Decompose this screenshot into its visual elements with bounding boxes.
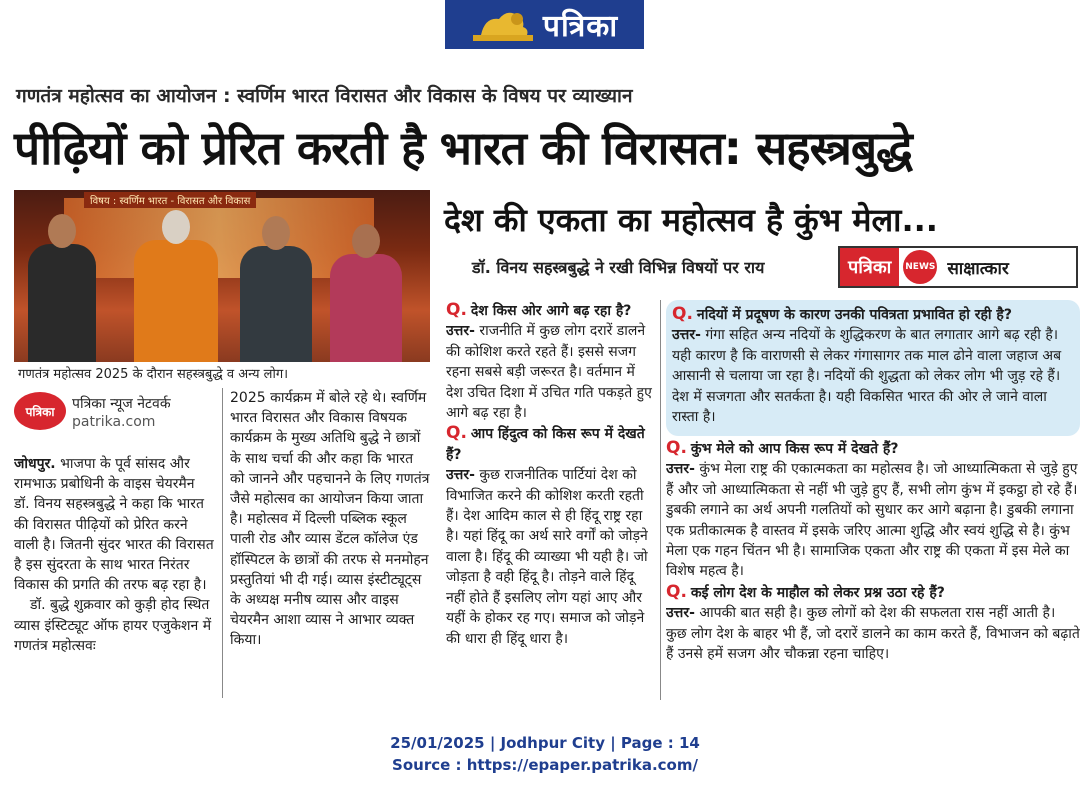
- photo-banner-text: विषय : स्वर्णिम भारत - विरासत और विकास: [84, 192, 256, 208]
- article-text: 2025 कार्यक्रम में बोले रहे थे। स्वर्णिम भारत विरासत और विकास विषयक कार्यक्रम के मुख्य अतिथि बुद्धे ने छात्रों के साथ चर्चा की और कहा कि भारत को जानने और पहचानने के लिए गणतंत्र जैसे महोत्सव का आयोजन किया जाता है। महोत्सव में दिल्ली पब्लिक स्कूल पाली रोड और व्यास डेंटल कॉलेज एंड हॉस्पिटल के छात्रों की तरफ से मनमोहन प्रस्तुतियां भी दी गई। व्यास इंस्टीट्यूट्स के अध्यक्ष मनीष व्यास और वाइस चेयरमैन आशा व्यास ने आभार व्यक्त किया।: [230, 390, 430, 649]
- lion-emblem-icon: [471, 5, 535, 45]
- microphone-icon: NEWS: [903, 250, 937, 284]
- column-divider: [660, 300, 661, 700]
- article-column-1: [14, 454, 214, 706]
- q-marker: Q.: [666, 438, 687, 458]
- interview-tag: [838, 246, 1078, 288]
- byline: [14, 388, 214, 436]
- event-photo: [14, 190, 430, 362]
- newspaper-clipping: [12, 68, 1090, 708]
- qa-column-1: [446, 300, 656, 704]
- answer: उत्तर- राजनीति में कुछ लोग दरारें डालने की कोशिश करते रहते हैं। इससे सजग रहना सबसे बड़ी जरूरत है। वर्तमान में देश उचित दिशा में उचित गति पकड़ते हुए आगे बढ़ रहा है।: [446, 323, 652, 422]
- photo-person: [240, 246, 312, 362]
- interview-deck: डॉ. विनय सहस्त्रबुद्धे ने रखी विभिन्न विषयों पर राय: [472, 258, 765, 277]
- article-text: भाजपा के पूर्व सांसद और रामभाऊ प्रबोधिनी के वाइस चेयरमैन डॉ. विनय सहस्त्रबुद्धे ने कहा कि भारत की विरासत पीढ़ियों को प्रेरित करने वाली है। जितनी सुंदर भारत की विरासत है इस सुंदरता के साथ भारत निरंतर विकास की प्रगति की तरफ बढ़ रहा है।: [14, 456, 214, 594]
- article-headline: पीढ़ियों को प्रेरित करती है भारत की विरासत: सहस्त्रबुद्धे: [14, 121, 912, 175]
- qa-column-2: [666, 438, 1080, 704]
- interview-headline: देश की एकता का महोत्सव है कुंभ मेला...: [444, 201, 938, 239]
- photo-person: [28, 244, 96, 362]
- column-divider: [222, 388, 223, 698]
- article-column-2: [230, 388, 430, 706]
- answer: उत्तर- कुंभ मेला राष्ट्र की एकात्मकता का महोत्सव है। जो आध्यात्मिकता से जुड़े हुए हैं और जो आध्यात्मिकता से नहीं भी जुड़े हुए हैं, सभी लोग कुंभ में इकट्ठा हो रहे हैं। डुबकी लगाने का अर्थ अपनी गलतियों को सुधार कर आगे बढ़ाना है। डुबकी लगाना एक प्रतीकात्मक है वास्तव में इसके जरिए आत्मा शुद्धि और स्वयं शुद्धि से है। कुंभ मेला एक गहन चिंतन भी है। सामाजिक एकता और राष्ट्र की एकता में इस मेले का विशेष महत्व है।: [666, 461, 1078, 580]
- article-kicker: गणतंत्र महोत्सव का आयोजन : स्वर्णिम भारत विरासत और विकास के विषय पर व्याख्यान: [16, 85, 633, 107]
- footer-source: Source : https://epaper.patrika.com/: [392, 756, 698, 774]
- q-marker: Q.: [446, 300, 467, 320]
- question: Q. कई लोग देश के माहौल को लेकर प्रश्न उठा रहे हैं?: [666, 581, 945, 602]
- interview-tag-label: साक्षात्कार: [947, 258, 1009, 279]
- question: Q. आप हिंदुत्व को किस रूप में देखते हैं?: [446, 423, 645, 463]
- photo-person: [330, 254, 402, 362]
- patrika-logo: पत्रिका: [14, 392, 66, 430]
- footer-edition: 25/01/2025 | Jodhpur City | Page : 14: [390, 734, 700, 752]
- masthead-brand: पत्रिका: [542, 9, 619, 44]
- masthead: [445, 0, 644, 49]
- article-text: डॉ. बुद्धे शुक्रवार को कुड़ी होद स्थित व्यास इंस्टिट्यूट ऑफ हायर एजुकेशन में गणतंत्र महोत्सवः: [14, 597, 212, 654]
- dateline-city: जोधपुर.: [14, 456, 56, 472]
- answer: उत्तर- कुछ राजनीतिक पार्टियां देश को विभाजित करने की कोशिश करती रहती हैं। देश आदिम काल से ही हिंदू राष्ट्र रहा है। यहां हिंदू का अर्थ सारे वर्गों को जोड़ने वाला है। हिंदू की व्याख्या भी यही है। जो जोड़ता है वही हिंदू है। तोड़ने वाले हिंदू नहीं होते हैं इसलिए लोग यहां आए और यहीं के होकर रह गए। समाज को जोड़ने की धारा ही हिंदू धारा है।: [446, 467, 648, 647]
- q-marker: Q.: [672, 304, 693, 324]
- answer: उत्तर- आपकी बात सही है। कुछ लोगों को देश की सफलता रास नहीं आती है। कुछ लोग देश के बाहर भी हैं, जो दरारें डालने का काम करते हैं, विभाजन को बढ़ाते हैं उनसे हमें सजग और चौकन्ना रहना चाहिए।: [666, 605, 1080, 663]
- photo-backdrop: [64, 198, 374, 278]
- byline-network: पत्रिका न्यूज नेटवर्क: [72, 396, 171, 412]
- photo-caption: गणतंत्र महोत्सव 2025 के दौरान सहस्त्रबुद्धे व अन्य लोग।: [18, 367, 289, 382]
- answer: उत्तर- गंगा सहित अन्य नदियों के शुद्धिकरण के बात लगातार आगे बढ़ रही है। यही कारण है कि वाराणसी से लेकर गंगासागर तक माल ढोने वाला जहाज अब आसानी से चलाया जा रहा है। नदियों की शुद्धता को लेकर लोग भी जुड़ रहे हैं। देश में सजगता और सतर्कता है। यही विकसित भारत की ओर ले जाने वाला रास्ता है।: [672, 327, 1062, 426]
- interview-tag-brand: पत्रिका: [840, 248, 899, 286]
- highlighted-question: [666, 300, 1080, 436]
- photo-person: [134, 240, 218, 362]
- question: Q. कुंभ मेले को आप किस रूप में देखते हैं?: [666, 438, 899, 458]
- question: Q. नदियों में प्रदूषण के कारण उनकी पवित्रता प्रभावित हो रही है?: [672, 304, 1012, 324]
- q-marker: Q.: [666, 581, 687, 602]
- byline-site: patrika.com: [72, 414, 156, 430]
- question: Q. देश किस ओर आगे बढ़ रहा है?: [446, 300, 632, 320]
- q-marker: Q.: [446, 423, 467, 444]
